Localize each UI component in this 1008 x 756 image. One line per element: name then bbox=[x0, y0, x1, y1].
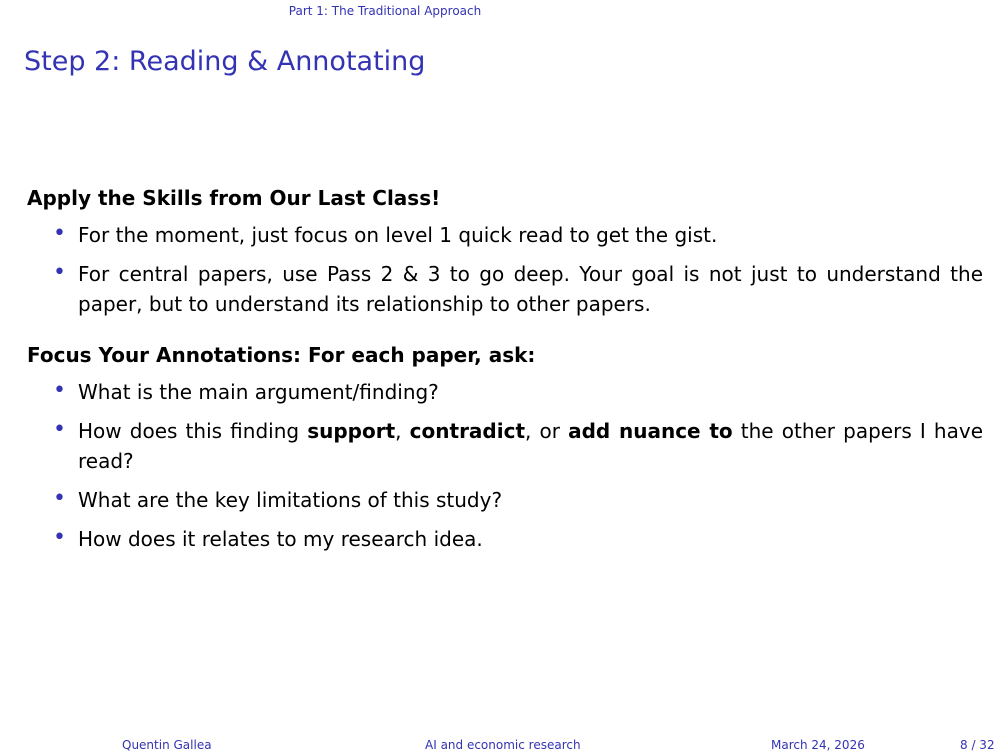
bullet-icon: • bbox=[53, 378, 66, 403]
block-apply-skills bbox=[27, 184, 983, 319]
list-item bbox=[27, 524, 983, 554]
list-item-text: How does it relates to my research idea. bbox=[78, 527, 483, 551]
list-item-text: What is the main argument/finding? bbox=[78, 380, 439, 404]
footer-page-number: 8 / 32 bbox=[960, 738, 995, 752]
list-item bbox=[27, 377, 983, 407]
bullet-icon: • bbox=[53, 260, 66, 285]
block-title: Apply the Skills from Our Last Class! bbox=[27, 186, 441, 210]
text-run: , or bbox=[525, 419, 569, 443]
slide-title: Step 2: Reading & Annotating bbox=[24, 46, 426, 77]
text-run: How does this finding bbox=[78, 419, 308, 443]
list-item-text: For central papers, use Pass 2 & 3 to go deep. Your goal is not just to understand the paper, but to understand its relationship to other papers. bbox=[78, 262, 983, 316]
block-focus-annotations bbox=[27, 341, 983, 554]
text-run: the other papers I have read? bbox=[78, 419, 983, 473]
list-item-text: For the moment, just focus on level 1 quick read to get the gist. bbox=[78, 223, 718, 247]
list-item-text: What are the key limitations of this study? bbox=[78, 488, 503, 512]
footer-author: Quentin Gallea bbox=[122, 738, 212, 752]
emphasis-contradict: contradict bbox=[409, 419, 526, 443]
bullet-icon: • bbox=[53, 486, 66, 511]
list-item bbox=[27, 220, 983, 250]
footer-title: AI and economic research bbox=[425, 738, 581, 752]
footer bbox=[0, 734, 1008, 756]
block-title: Focus Your Annotations: For each paper, ask: bbox=[27, 343, 536, 367]
footer-date: March 24, 2026 bbox=[771, 738, 865, 752]
section-header: Part 1: The Traditional Approach bbox=[288, 4, 482, 18]
list-item bbox=[27, 416, 983, 476]
bullet-list bbox=[27, 220, 983, 319]
emphasis-add-nuance: add nuance to bbox=[568, 419, 733, 443]
list-item bbox=[27, 485, 983, 515]
list-item bbox=[27, 259, 983, 319]
slide-content bbox=[27, 184, 983, 563]
emphasis-support: support bbox=[307, 419, 396, 443]
bullet-icon: • bbox=[53, 221, 66, 246]
text-run: , bbox=[395, 419, 410, 443]
bullet-icon: • bbox=[53, 417, 66, 442]
bullet-list bbox=[27, 377, 983, 554]
bullet-icon: • bbox=[53, 525, 66, 550]
list-item-text bbox=[78, 419, 983, 473]
